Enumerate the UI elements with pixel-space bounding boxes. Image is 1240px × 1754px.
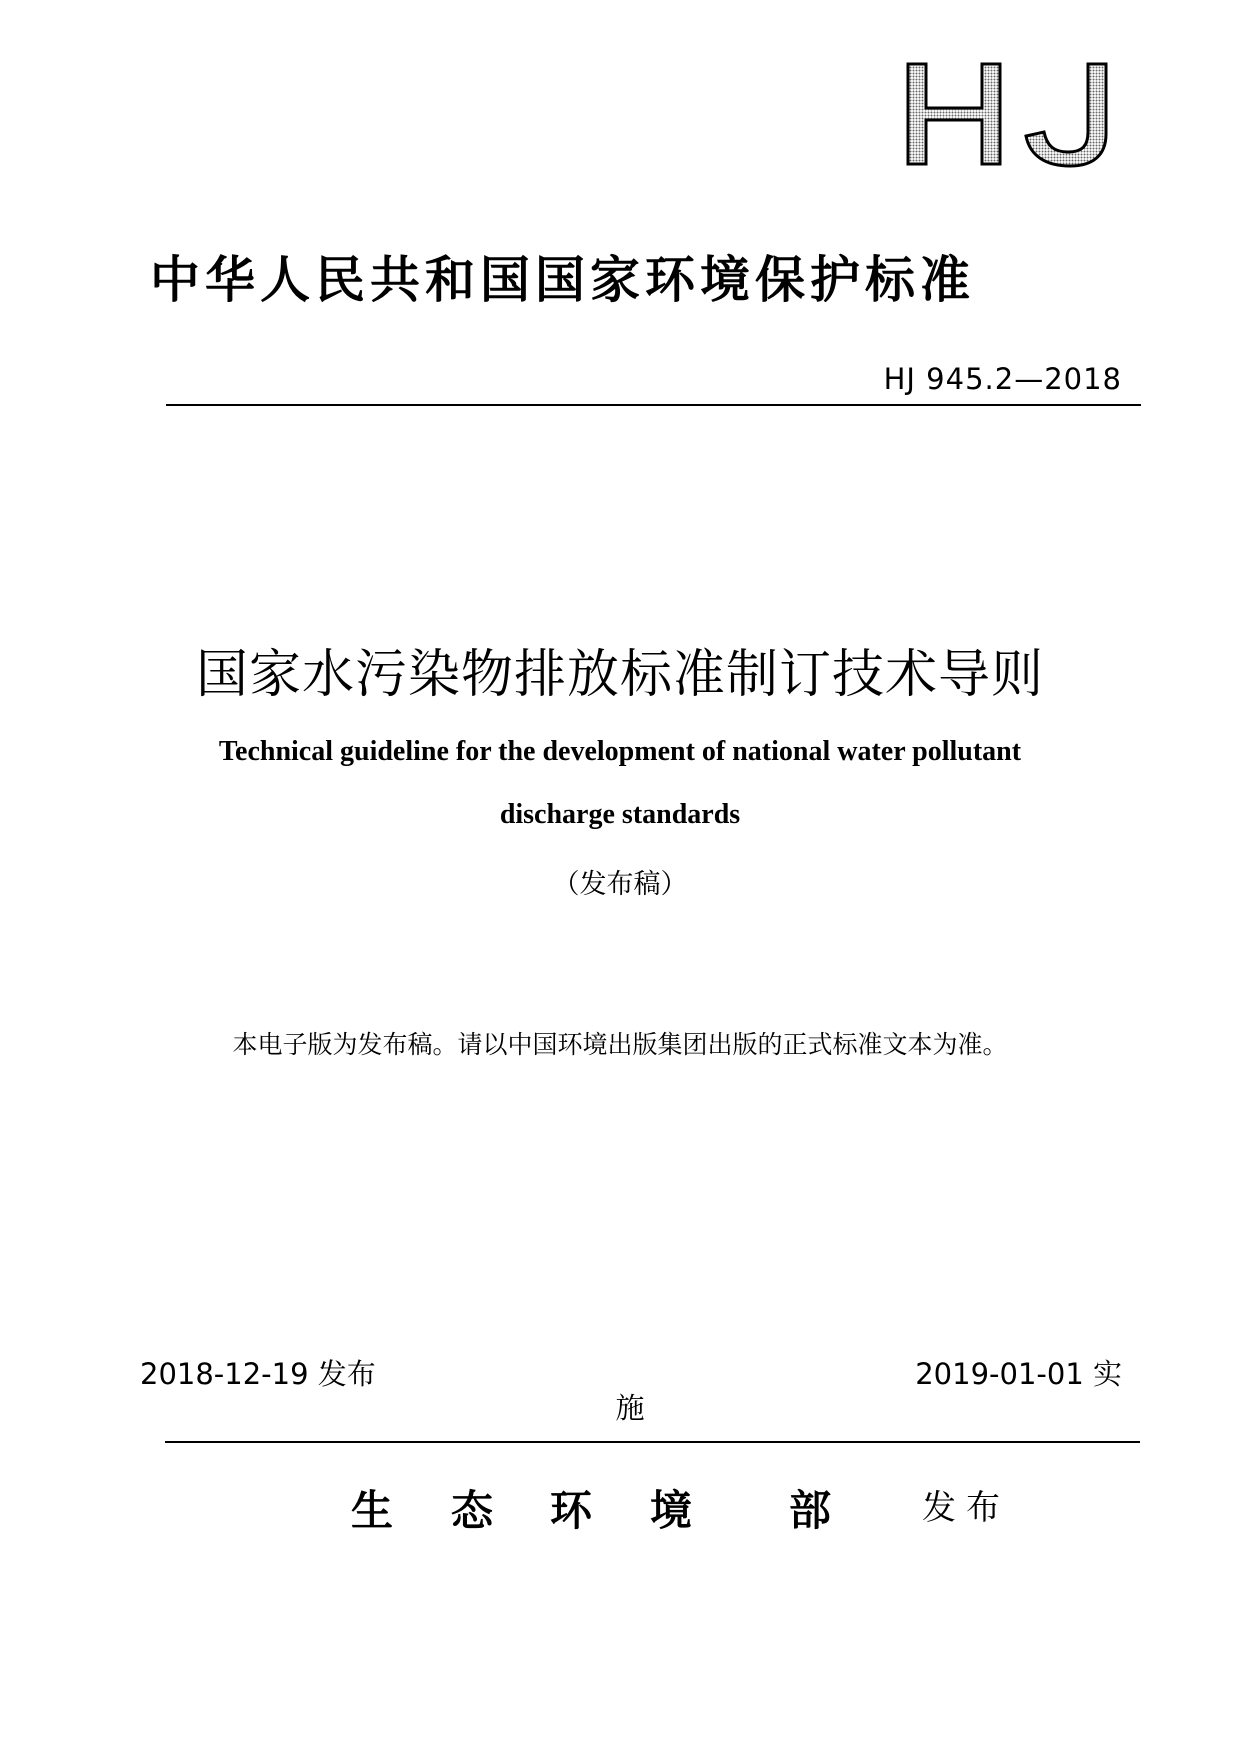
publish-date: 2018-12-19 发布 — [140, 1357, 376, 1391]
header-divider — [166, 404, 1141, 406]
document-title-english-line1: Technical guideline for the development of national water pollutant — [218, 736, 1022, 767]
hj-logo-letter-h — [908, 64, 1000, 164]
issuer-char: 境 — [650, 1486, 693, 1535]
hj-logo-letter-j — [1026, 64, 1106, 166]
issuer-char: 态 — [451, 1486, 494, 1535]
issuer-char: 生 — [351, 1486, 394, 1535]
draft-status-label: （发布稿） — [552, 869, 688, 900]
issuer-char: 环 — [550, 1486, 593, 1535]
hj-logo — [900, 60, 1115, 170]
standard-category-title: 中华人民共和国国家环境保护标准 — [150, 250, 975, 309]
standard-number: HJ 945.2—2018 — [883, 362, 1122, 396]
electronic-version-notice: 本电子版为发布稿。请以中国环境出版集团出版的正式标准文本为准。 — [232, 1030, 1008, 1059]
issuer-publish-label: 发布 — [922, 1488, 1010, 1528]
document-title-english-line2: discharge standards — [499, 799, 741, 830]
implement-date: 2019-01-01 实 — [915, 1357, 1122, 1391]
issuer-char: 部 — [789, 1486, 832, 1535]
document-title-chinese: 国家水污染物排放标准制订技术导则 — [195, 645, 1044, 705]
implement-date-wrap: 施 — [615, 1391, 645, 1425]
footer-divider — [165, 1441, 1140, 1443]
